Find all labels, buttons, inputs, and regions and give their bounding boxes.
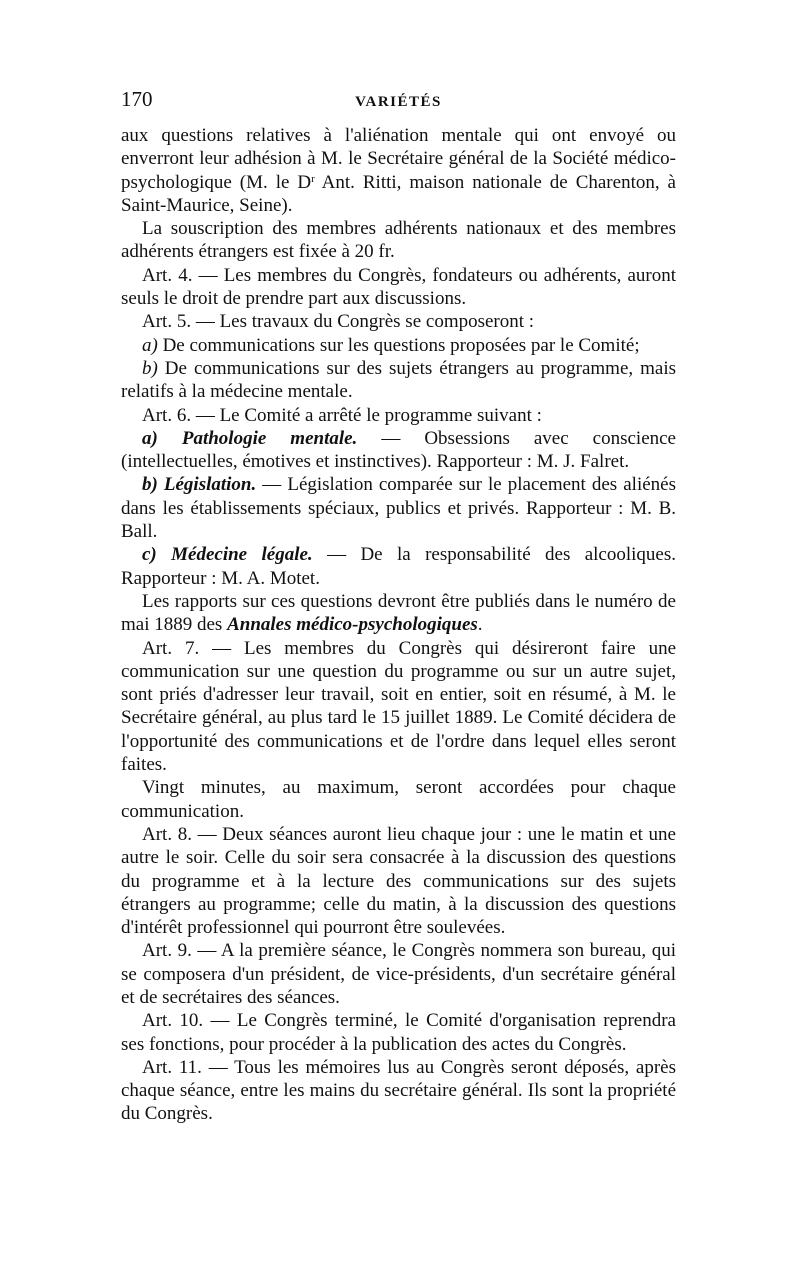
article-6-item-b: b) Législation. — Législation comparée sur le placement des aliénés dans les établissements spéciaux, publics et privés. Rapporteur : M. B. Ball. (121, 474, 676, 543)
paragraph-time-limit: Vingt minutes, au maximum, seront accordées pour chaque communication. (121, 777, 676, 822)
page-number: 170 (121, 87, 153, 111)
article-8: Art. 8. — Deux séances auront lieu chaque jour : une le matin et une autre le soir. Celle du soir sera consacrée à la discussion des questions du programme et à la lecture des communications sur des sujets étrangers au programme; celle du matin, à la discussion des questions d'intérêt professionnel qui pourront être soulevées. (121, 823, 676, 939)
article-5: Art. 5. — Les travaux du Congrès se composeront : (142, 311, 535, 333)
page-header (121, 88, 676, 122)
superscript: r (311, 172, 315, 185)
paragraph-reports: Les rapports sur ces questions devront être publiés dans le numéro de mai 1889 des Annales médico-psychologiques. (121, 590, 676, 636)
article-11: Art. 11. — Tous les mémoires lus au Congrès seront déposés, après chaque séance, entre les mains du secrétaire général. Ils sont la propriété du Congrès. (121, 1056, 676, 1125)
article-9: Art. 9. — A la première séance, le Congrès nommera son bureau, qui se composera d'un président, de vice-présidents, d'un secrétaire général et de secrétaires des séances. (121, 940, 676, 1008)
paragraph-subscription: La souscription des membres adhérents nationaux et des membres adhérents étrangers est fixée à 20 fr. (121, 218, 676, 263)
article-6: Art. 6. — Le Comité a arrêté le programme suivant : (142, 404, 542, 426)
book-page (121, 88, 676, 1126)
article-6-item-a: a) Pathologie mentale. — Obsessions avec conscience (intellectuelles, émotives et instinctives). Rapporteur : M. J. Falret. (121, 427, 676, 473)
article-4: Art. 4. — Les membres du Congrès, fondateurs ou adhérents, auront seuls le droit de prendre part aux discussions. (121, 264, 676, 310)
running-head: VARIÉTÉS (355, 94, 442, 110)
article-7: Art. 7. — Les membres du Congrès qui désireront faire une communication sur une question du programme ou sur un autre sujet, sont priés d'adresser leur travail, soit en entier, soit en résumé, à M. le Secrétaire général, au plus tard le 15 juillet 1889. Le Comité décidera de l'opportunité des communications et de l'ordre dans lequel elles seront faites. (121, 637, 676, 776)
article-5-item-b: b) De communications sur des sujets étrangers au programme, mais relatifs à la médecine mentale. (121, 357, 676, 403)
article-6-item-c: c) Médecine légale. — De la responsabilité des alcooliques. Rapporteur : M. A. Motet. (121, 544, 676, 589)
paragraph-continuation: aux questions relatives à l'aliénation mentale qui ont envoyé ou enverront leur adhésion à M. le Secrétaire général de la Société médico-psychologique (M. le $D^r$ Ant. Ritti, maison nationale de Charenton, à Saint-Maurice, Seine). (121, 125, 676, 216)
article-10: Art. 10. — Le Congrès terminé, le Comité d'organisation reprendra ses fonctions, pour procéder à la publication des actes du Congrès. (121, 1010, 676, 1055)
article-5-item-a: a) De communications sur les questions proposées par le Comité; (142, 334, 640, 356)
journal-title: Annales médico-psychologiques (227, 614, 478, 636)
